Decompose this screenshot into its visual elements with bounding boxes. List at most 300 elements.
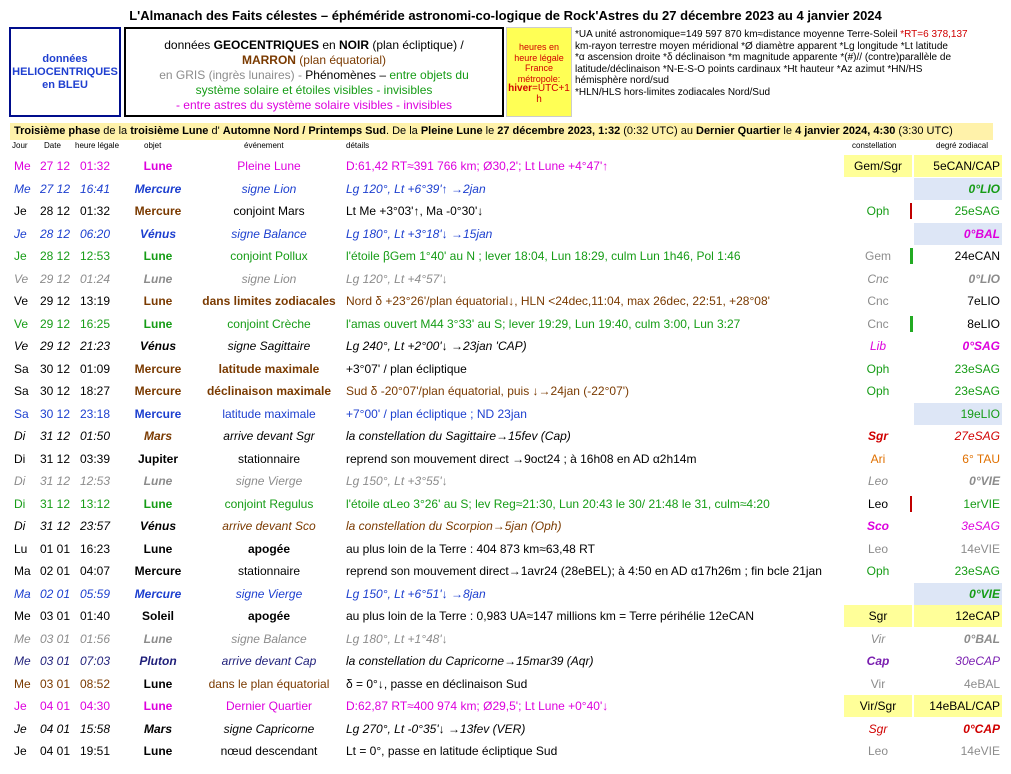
table-row — [0, 718, 1011, 740]
cell-object: Mercure — [134, 586, 182, 601]
table-row — [0, 380, 1011, 402]
cell-degree: 1erVIE — [963, 496, 1000, 511]
geo-text: (ingrès lunaires) - — [205, 68, 306, 82]
cell-degree: 0°LIO — [914, 178, 1002, 200]
geo-line-5 — [126, 98, 502, 113]
cell-details: Lg 120°, Lt +6°39'↑ →2jan — [346, 181, 486, 196]
cell-day: Me — [14, 654, 31, 668]
cell-date: 04 01 — [40, 721, 71, 736]
cell-date: 02 01 — [40, 564, 71, 578]
cell-event: signe Lion — [241, 271, 297, 286]
cell-date: 31 12 — [40, 474, 71, 488]
cell-degree: 19eLIO — [914, 403, 1002, 425]
cell-object: Lune — [143, 676, 173, 691]
cell-hour: 08:52 — [80, 676, 111, 691]
cell-details: reprend son mouvement direct→1avr24 (28eBEL); à 4:50 en AD α17h26m ; fin bcle 21jan — [346, 564, 822, 578]
cell-details: Lg 150°, Lt +3°55'↓ — [346, 474, 448, 488]
cell-hour: 16:23 — [80, 541, 111, 556]
cell-details: la constellation du Scorpion→5jan (Oph) — [346, 519, 562, 533]
cell-object: Mercure — [134, 204, 182, 218]
cell-hour: 04:30 — [80, 699, 111, 713]
cell-details: Lg 150°, Lt +6°51'↓ →8jan — [346, 586, 486, 601]
legal-time-text: France métropole: — [517, 63, 561, 84]
legend-line: hémisphère nord/sud — [575, 75, 669, 86]
cell-object: Pluton — [139, 654, 177, 668]
cell-event: stationnaire — [237, 564, 301, 578]
cell-date: 29 12 — [40, 271, 71, 286]
cell-date: 27 12 — [40, 181, 71, 196]
cell-date: 30 12 — [40, 361, 71, 376]
cell-hour: 01:56 — [80, 631, 111, 646]
helio-legend-box — [9, 27, 121, 117]
geo-text: - entre astres du système solaire visibles - invisibles — [175, 98, 453, 112]
legend-text: *UA unité astronomique=149 597 870 km≈distance moyenne Terre-Soleil — [575, 29, 901, 40]
cell-constellation: Cnc — [867, 294, 889, 308]
cell-constellation: Cnc — [867, 316, 889, 331]
cell-object: Lune — [143, 271, 173, 286]
cell-hour: 19:51 — [80, 744, 111, 758]
cell-constellation: Vir — [870, 676, 886, 691]
phase-text: Troisième phase — [14, 125, 101, 137]
cell-day: Je — [14, 204, 27, 218]
cell-event: apogée — [247, 609, 290, 623]
cell-event: latitude maximale — [218, 361, 320, 376]
cell-day: Je — [14, 699, 27, 713]
cell-date: 03 01 — [40, 631, 71, 646]
cell-degree: 3eSAG — [961, 519, 1000, 533]
cell-constellation: Sgr — [867, 429, 888, 443]
cell-hour: 01:09 — [80, 361, 111, 376]
table-row — [0, 268, 1011, 290]
phase-text: 27 décembre 2023, 1:32 — [497, 125, 621, 137]
geo-text: – — [376, 68, 390, 82]
col-header-jour: Jour — [12, 141, 28, 150]
geo-text: données — [164, 38, 214, 52]
phase-text: (3:30 UTC) — [895, 125, 953, 137]
cell-constellation: Lib — [869, 339, 886, 353]
table-row — [0, 290, 1011, 312]
cell-details: Lg 180°, Lt +1°48'↓ — [346, 631, 448, 646]
cell-hour: 01:24 — [80, 271, 111, 286]
geo-text: en GRIS — [159, 68, 206, 82]
legend-line: *α ascension droite *δ déclinaison *m magnitude apparente *(#)// (contre)parallèle de — [575, 52, 952, 63]
cell-degree: 24eCAN — [954, 249, 1000, 263]
cell-constellation: Vir — [870, 631, 886, 646]
col-header-objet: objet — [144, 141, 162, 150]
cell-day: Di — [14, 429, 26, 443]
cell-constellation: Gem — [864, 249, 891, 263]
constellation-marker — [910, 203, 912, 219]
geo-text: (plan écliptique) / — [369, 38, 464, 52]
cell-object: Vénus — [139, 519, 176, 533]
table-row — [0, 605, 1011, 627]
cell-event: arrive devant Sco — [222, 519, 316, 533]
legend-line — [575, 29, 1003, 41]
cell-day: Ma — [14, 564, 31, 578]
table-row — [0, 470, 1011, 492]
cell-event: signe Balance — [231, 631, 307, 646]
table-row — [0, 448, 1011, 470]
cell-date: 28 12 — [40, 249, 71, 263]
cell-hour: 16:25 — [80, 316, 111, 331]
abbreviations-legend — [573, 27, 1003, 117]
cell-date: 28 12 — [40, 204, 71, 218]
cell-day: Me — [14, 631, 31, 646]
cell-day: Sa — [14, 384, 29, 398]
cell-constellation: Cnc — [867, 271, 889, 286]
legal-time-winter — [507, 84, 571, 105]
page-title: L'Almanach des Faits célestes – éphéméride astronomi-co-logique de Rock'Astres du 27 décembre 2023 au 4 janvier 2024 — [129, 8, 882, 23]
cell-details: la constellation du Sagittaire→15fev (Cap) — [346, 429, 571, 443]
cell-hour: 18:27 — [80, 384, 111, 398]
cell-object: Lune — [143, 541, 173, 556]
cell-day: Me — [14, 609, 31, 623]
legal-time-text: hiver — [508, 83, 533, 94]
table-row — [0, 313, 1011, 335]
cell-constellation: Ari — [870, 451, 886, 466]
cell-date: 03 01 — [40, 654, 71, 668]
cell-hour: 16:41 — [80, 181, 111, 196]
cell-constellation: Oph — [866, 204, 890, 218]
cell-details: Lg 240°, Lt +2°00'↓ →23jan 'CAP) — [346, 339, 527, 353]
cell-date: 03 01 — [40, 676, 71, 691]
cell-event: dans le plan équatorial — [208, 676, 330, 691]
table-row — [0, 335, 1011, 357]
cell-details: au plus loin de la Terre : 404 873 km≈63,48 RT — [346, 541, 595, 556]
cell-day: Di — [14, 519, 26, 533]
table-row — [0, 245, 1011, 267]
cell-hour: 07:03 — [80, 654, 111, 668]
cell-object: Mars — [143, 429, 172, 443]
cell-degree: 25eSAG — [954, 204, 1000, 218]
col-header-degre: degré zodiacal — [936, 141, 989, 150]
cell-object: Mercure — [134, 384, 182, 398]
cell-details: la constellation du Capricorne→15mar39 (Aqr) — [346, 654, 594, 668]
cell-object: Lune — [143, 496, 173, 511]
cell-event: signe Capricorne — [223, 721, 315, 736]
phase-text: d' — [208, 125, 223, 137]
cell-object: Mercure — [134, 564, 182, 578]
cell-date: 31 12 — [40, 496, 71, 511]
cell-object: Lune — [143, 159, 173, 173]
col-header-details: détails — [346, 141, 370, 150]
table-row — [0, 515, 1011, 537]
cell-event: signe Vierge — [235, 474, 303, 488]
geo-text: (plan équatorial) — [295, 53, 387, 67]
cell-event: Pleine Lune — [237, 159, 301, 173]
cell-hour: 21:23 — [80, 339, 111, 353]
cell-constellation: Leo — [867, 496, 889, 511]
cell-day: Je — [14, 721, 27, 736]
cell-day: Di — [14, 496, 26, 511]
cell-event: conjoint Pollux — [230, 249, 308, 263]
cell-degree: 14eBAL/CAP — [914, 695, 1002, 717]
geo-line-4 — [126, 83, 502, 98]
cell-event: déclinaison maximale — [206, 384, 332, 398]
phase-text: troisième Lune — [130, 125, 209, 137]
cell-date: 30 12 — [40, 384, 71, 398]
geo-legend-box — [124, 27, 504, 117]
cell-event: conjoint Crèche — [227, 316, 311, 331]
cell-event: conjoint Mars — [233, 204, 305, 218]
cell-details: Lg 120°, Lt +4°57'↓ — [346, 271, 448, 286]
cell-degree: 30eCAP — [955, 654, 1000, 668]
cell-date: 01 01 — [40, 541, 71, 556]
cell-details: Nord δ +23°26'/plan équatorial↓, HLN <24dec,11:04, max 26dec, 22:51, +28°08' — [346, 294, 770, 308]
cell-event: dans limites zodiacales — [202, 294, 336, 308]
cell-constellation: Oph — [866, 564, 890, 578]
legend-line: km-rayon terrestre moyen méridional *Ø diamètre apparent *Lg longitude *Lt latitude — [575, 40, 948, 52]
geo-text: MARRON — [241, 53, 296, 67]
cell-day: Ve — [14, 294, 29, 308]
cell-object: Lune — [143, 249, 173, 263]
cell-day: Je — [14, 744, 27, 758]
geo-line-2 — [126, 53, 502, 68]
cell-degree: 4eBAL — [963, 676, 1000, 691]
cell-details: Lg 270°, Lt -0°35'↓ →13fev (VER) — [346, 721, 526, 736]
cell-hour: 12:53 — [80, 474, 111, 488]
cell-hour: 01:32 — [80, 159, 111, 173]
cell-details: l'étoile αLeo 3°26' au S; lev Reg≈21:30, Lun 20:43 le 30/ 21:48 le 31, culm≈4:20 — [346, 496, 770, 511]
cell-date: 29 12 — [40, 294, 71, 308]
geo-text: NOIR — [339, 38, 370, 52]
cell-event: signe Lion — [241, 181, 297, 196]
cell-degree: 0°VIE — [914, 583, 1002, 605]
cell-hour: 01:32 — [80, 204, 111, 218]
table-row — [0, 403, 1011, 425]
phase-text: Automne Nord / Printemps Sud — [222, 125, 386, 137]
cell-object: Lune — [143, 474, 173, 488]
cell-details: +7°00' / plan écliptique ; ND 23jan — [346, 406, 527, 421]
cell-date: 31 12 — [40, 429, 71, 443]
constellation-marker — [910, 316, 913, 332]
cell-degree: 0°SAG — [962, 339, 1000, 353]
phase-text: le — [482, 125, 498, 137]
cell-constellation: Sgr — [868, 721, 888, 736]
cell-event: conjoint Regulus — [224, 496, 314, 511]
geo-line-1 — [126, 38, 502, 53]
geo-line-3 — [126, 68, 502, 83]
cell-day: Ma — [14, 586, 31, 601]
cell-degree: 6° TAU — [962, 451, 1000, 466]
cell-hour: 23:18 — [80, 406, 111, 421]
legend-line: *HLN/HLS hors-limites zodiacales Nord/Sud — [575, 86, 771, 98]
cell-day: Je — [14, 226, 27, 241]
col-header-evenement: événement — [244, 141, 284, 150]
legal-time-box — [506, 27, 572, 117]
cell-hour: 13:12 — [80, 496, 111, 511]
cell-event: signe Sagittaire — [227, 339, 311, 353]
col-header-heure: heure légale — [75, 141, 120, 150]
cell-object: Mercure — [134, 181, 182, 196]
geo-text: en — [319, 38, 340, 52]
cell-day: Di — [14, 474, 26, 488]
cell-day: Me — [14, 159, 31, 173]
cell-details: Lt = 0°, passe en latitude écliptique Sud — [346, 744, 558, 758]
geo-text: GEOCENTRIQUES — [213, 38, 319, 52]
cell-object: Lune — [143, 631, 173, 646]
cell-object: Lune — [143, 316, 173, 331]
cell-object: Soleil — [141, 609, 174, 623]
cell-day: Ve — [14, 339, 29, 353]
cell-date: 30 12 — [40, 406, 71, 421]
cell-object: Mercure — [134, 406, 182, 421]
table-row — [0, 178, 1011, 200]
cell-event: signe Balance — [231, 226, 307, 241]
table-row — [0, 673, 1011, 695]
cell-degree: 5eCAN/CAP — [914, 155, 1002, 177]
cell-hour: 23:57 — [80, 519, 111, 533]
cell-date: 29 12 — [40, 316, 71, 331]
cell-day: Ve — [14, 316, 29, 331]
cell-hour: 06:20 — [80, 226, 111, 241]
cell-event: nœud descendant — [220, 744, 318, 758]
cell-constellation: Oph — [866, 384, 890, 398]
constellation-marker — [910, 248, 913, 264]
cell-constellation: Leo — [867, 744, 889, 758]
cell-constellation: Leo — [867, 541, 889, 556]
cell-degree: 0°CAP — [963, 721, 1000, 736]
cell-details: Sud δ -20°07'/plan équatorial, puis ↓→24jan (-22°07') — [346, 384, 630, 398]
legend-text: *RT=6 378,137 — [900, 29, 968, 40]
cell-date: 27 12 — [40, 159, 71, 173]
cell-details: +3°07' / plan écliptique — [346, 361, 467, 376]
cell-constellation: Oph — [866, 361, 890, 376]
geo-text: système solaire et étoiles visibles - invisibles — [195, 83, 433, 97]
cell-details: reprend son mouvement direct →9oct24 ; à 16h08 en AD α2h14m — [346, 451, 697, 466]
cell-hour: 12:53 — [80, 249, 111, 263]
cell-details: l'amas ouvert M44 3°33' au S; lever 19:29, Lun 19:40, culm 3:00, Lun 3:27 — [346, 316, 741, 331]
cell-hour: 04:07 — [80, 564, 111, 578]
phase-text: 4 janvier 2024, 4:30 — [795, 125, 896, 137]
phase-text: Pleine Lune — [420, 125, 483, 137]
cell-details: l'étoile βGem 1°40' au N ; lever 18:04, Lun 18:29, culm Lun 1h46, Pol 1:46 — [346, 249, 741, 263]
cell-details: D:62,87 RT≈400 974 km; Ø29,5'; Lt Lune +0°40'↓ — [346, 699, 609, 713]
cell-object: Mars — [143, 721, 172, 736]
cell-degree: 14eVIE — [960, 744, 1000, 758]
cell-object: Vénus — [139, 339, 176, 353]
phase-text: . De la — [385, 125, 421, 137]
cell-day: Sa — [14, 406, 29, 421]
cell-hour: 01:40 — [80, 609, 111, 623]
cell-event: Dernier Quartier — [225, 699, 313, 713]
table-row — [0, 425, 1011, 447]
cell-date: 29 12 — [40, 339, 71, 353]
cell-object: Lune — [143, 699, 173, 713]
helio-legend-text: données HELIOCENTRIQUES en BLEU — [12, 52, 118, 91]
legal-time-text: heures en heure légale — [514, 42, 564, 63]
cell-day: Sa — [14, 361, 29, 376]
cell-degree: 14eVIE — [960, 541, 1000, 556]
cell-object: Vénus — [139, 226, 176, 241]
table-row — [0, 695, 1011, 717]
table-row — [0, 155, 1011, 177]
cell-day: Ve — [14, 271, 29, 286]
cell-object: Lune — [143, 744, 173, 758]
table-row — [0, 650, 1011, 672]
cell-object: Jupiter — [137, 451, 178, 466]
cell-constellation: Gem/Sgr — [844, 155, 912, 177]
cell-degree: 27eSAG — [954, 429, 1000, 443]
table-row — [0, 583, 1011, 605]
table-row — [0, 740, 1011, 762]
col-header-date: Date — [44, 141, 61, 150]
cell-day: Je — [14, 249, 27, 263]
cell-degree: 0°VIE — [969, 474, 1000, 488]
cell-details: Lt Me +3°03'↑, Ma -0°30'↓ — [346, 204, 484, 218]
cell-details: au plus loin de la Terre : 0,983 UA≈147 millions km = Terre périhélie 12eCAN — [346, 609, 755, 623]
cell-object: Lune — [143, 294, 173, 308]
cell-degree: 23eSAG — [954, 384, 1000, 398]
cell-constellation: Sgr — [844, 605, 912, 627]
cell-event: arrive devant Sgr — [223, 429, 315, 443]
cell-event: arrive devant Cap — [221, 654, 317, 668]
cell-event: signe Vierge — [235, 586, 303, 601]
cell-date: 02 01 — [40, 586, 71, 601]
cell-constellation: Vir/Sgr — [844, 695, 912, 717]
cell-degree: 23eSAG — [954, 564, 1000, 578]
cell-constellation: Sco — [866, 519, 889, 533]
cell-degree: 7eLIO — [967, 294, 1000, 308]
geo-text: Phénomènes — [305, 68, 377, 82]
cell-date: 31 12 — [40, 451, 71, 466]
table-row — [0, 493, 1011, 515]
cell-event: apogée — [247, 541, 290, 556]
cell-event: stationnaire — [237, 451, 301, 466]
cell-date: 31 12 — [40, 519, 71, 533]
cell-degree: 23eSAG — [954, 361, 1000, 376]
cell-constellation: Leo — [867, 474, 889, 488]
cell-hour: 01:50 — [80, 429, 111, 443]
table-row — [0, 358, 1011, 380]
phase-text: (0:32 UTC) au — [620, 125, 696, 137]
cell-object: Mercure — [134, 361, 182, 376]
table-row — [0, 538, 1011, 560]
phase-text: de la — [100, 125, 131, 137]
cell-day: Me — [14, 181, 31, 196]
cell-details: D:61,42 RT≈391 766 km; Ø30,2'; Lt Lune +4°47'↑ — [346, 159, 609, 173]
legend-line: latitude/déclinaison *N-E-S-O points cardinaux *Ht hauteur *Az azimut *HN/HS — [575, 63, 923, 75]
cell-date: 04 01 — [40, 744, 71, 758]
table-row — [0, 223, 1011, 245]
cell-degree: 8eLIO — [967, 316, 1000, 331]
column-headers — [0, 141, 1011, 153]
cell-date: 28 12 — [40, 226, 71, 241]
cell-degree: 0°BAL — [914, 223, 1002, 245]
col-header-constellation: constellation — [852, 141, 897, 150]
cell-event: latitude maximale — [222, 406, 316, 421]
cell-degree: 12eCAP — [914, 605, 1002, 627]
cell-degree: 0°BAL — [963, 631, 1000, 646]
cell-day: Di — [14, 451, 26, 466]
cell-hour: 13:19 — [80, 294, 111, 308]
cell-date: 04 01 — [40, 699, 71, 713]
lunar-phase-banner — [10, 123, 993, 140]
legal-time-text: =UTC+1 h — [532, 83, 570, 105]
cell-date: 03 01 — [40, 609, 71, 623]
cell-details: Lg 180°, Lt +3°18'↓ →15jan — [346, 226, 493, 241]
phase-text: Dernier Quartier — [696, 125, 781, 137]
cell-day: Me — [14, 676, 31, 691]
phase-text: le — [780, 125, 796, 137]
cell-hour: 05:59 — [80, 586, 111, 601]
cell-hour: 03:39 — [80, 451, 111, 466]
cell-degree: 0°LIO — [968, 271, 1000, 286]
cell-constellation: Cap — [866, 654, 890, 668]
geo-text: entre objets du — [389, 68, 469, 82]
table-row — [0, 200, 1011, 222]
cell-hour: 15:58 — [80, 721, 111, 736]
